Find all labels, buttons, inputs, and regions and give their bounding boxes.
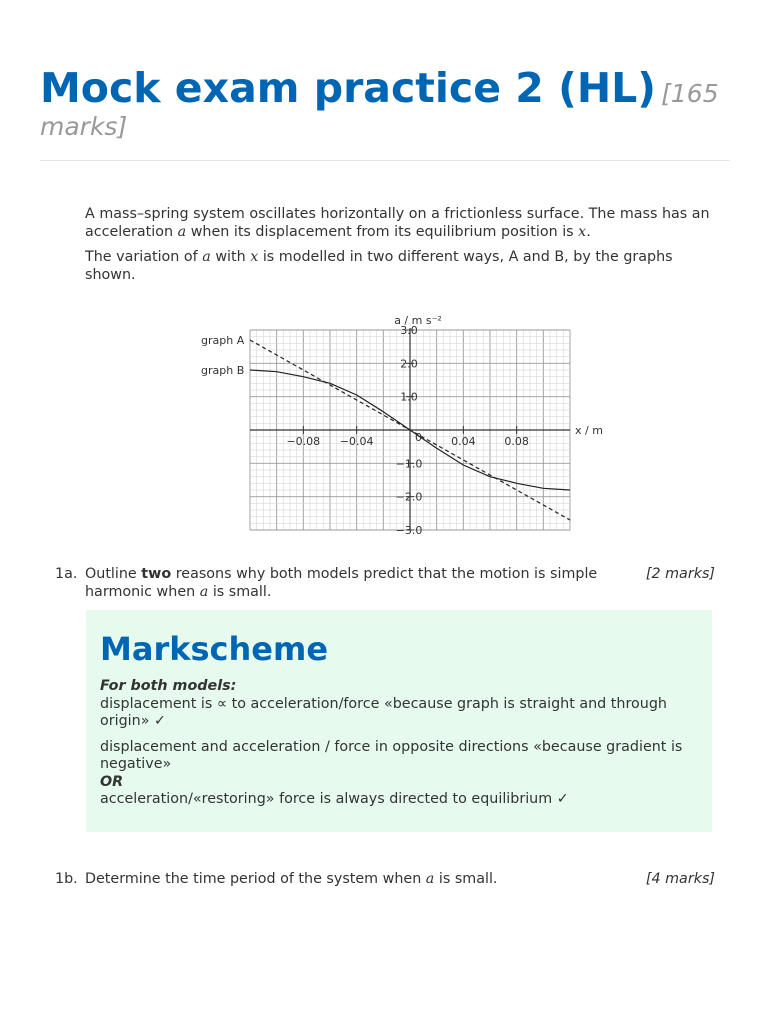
x-tick-label: 0.08 [504, 435, 529, 448]
acceleration-displacement-graph [195, 308, 625, 540]
math-var-x: x [578, 223, 587, 240]
markscheme-box [86, 610, 712, 832]
page-title: Mock exam practice 2 (HL) [40, 64, 657, 112]
markscheme-or: OR [100, 773, 124, 790]
y-tick-label: −3.0 [395, 524, 423, 537]
total-marks: [165 marks] [40, 79, 719, 141]
x-tick-label: −0.04 [339, 435, 374, 448]
y-axis-title: a / m s⁻² [394, 314, 442, 327]
markscheme-title: Markscheme [100, 630, 329, 668]
intro-paragraph-2: The variation of a with x is modelled in two different ways, A and B, by the graphs shown. [85, 249, 673, 283]
y-tick-label: −1.0 [395, 457, 423, 471]
y-tick-label: 3.0 [400, 324, 418, 337]
series-label-graph-a: graph A [201, 334, 245, 347]
question-text: Determine the time period of the system when a is small. [85, 871, 498, 887]
question-text: Outline two reasons why both models predict that the motion is simple harmonic when a is small. [85, 566, 598, 600]
emphasis-two: two [141, 566, 172, 582]
question-number: 1a. [55, 566, 78, 582]
math-var-x: x [250, 249, 259, 265]
y-tick-label: 2.0 [400, 357, 418, 371]
series-label-graph-b: graph B [201, 364, 245, 377]
y-tick-label: −2.0 [395, 490, 423, 504]
x-axis-title: x / m [575, 424, 603, 437]
question-1a [55, 566, 715, 606]
x-tick-label: −0.08 [286, 435, 321, 448]
question-intro [85, 206, 725, 292]
question-number: 1b. [55, 871, 78, 887]
markscheme-heading: For both models: [100, 678, 237, 694]
math-var-a: a [199, 583, 209, 600]
math-var-a: a [177, 223, 187, 240]
markscheme-body [100, 678, 705, 817]
y-tick-label: 1.0 [400, 390, 418, 404]
question-1b [55, 871, 715, 891]
x-tick-label: 0.04 [451, 435, 476, 448]
markscheme-point-1: For both models: displacement is ∝ to acceleration/force «because graph is straight and through origin» ✓ [100, 678, 667, 729]
page-header [40, 64, 730, 141]
question-marks: [2 marks] [645, 566, 715, 582]
origin-label: 0 [415, 431, 422, 444]
header-divider [40, 160, 730, 161]
math-var-a: a [202, 249, 211, 265]
markscheme-point-2: displacement and acceleration / force in opposite directions «because gradient is negative» OR acceleration/«restoring» force is always directed to equilibrium ✓ [100, 738, 683, 807]
question-marks: [4 marks] [645, 871, 715, 887]
math-var-a: a [425, 871, 435, 887]
intro-paragraph-1: A mass–spring system oscillates horizontally on a frictionless surface. The mass has an acceleration a when its displacement from its equilibrium position is x. [85, 206, 710, 240]
